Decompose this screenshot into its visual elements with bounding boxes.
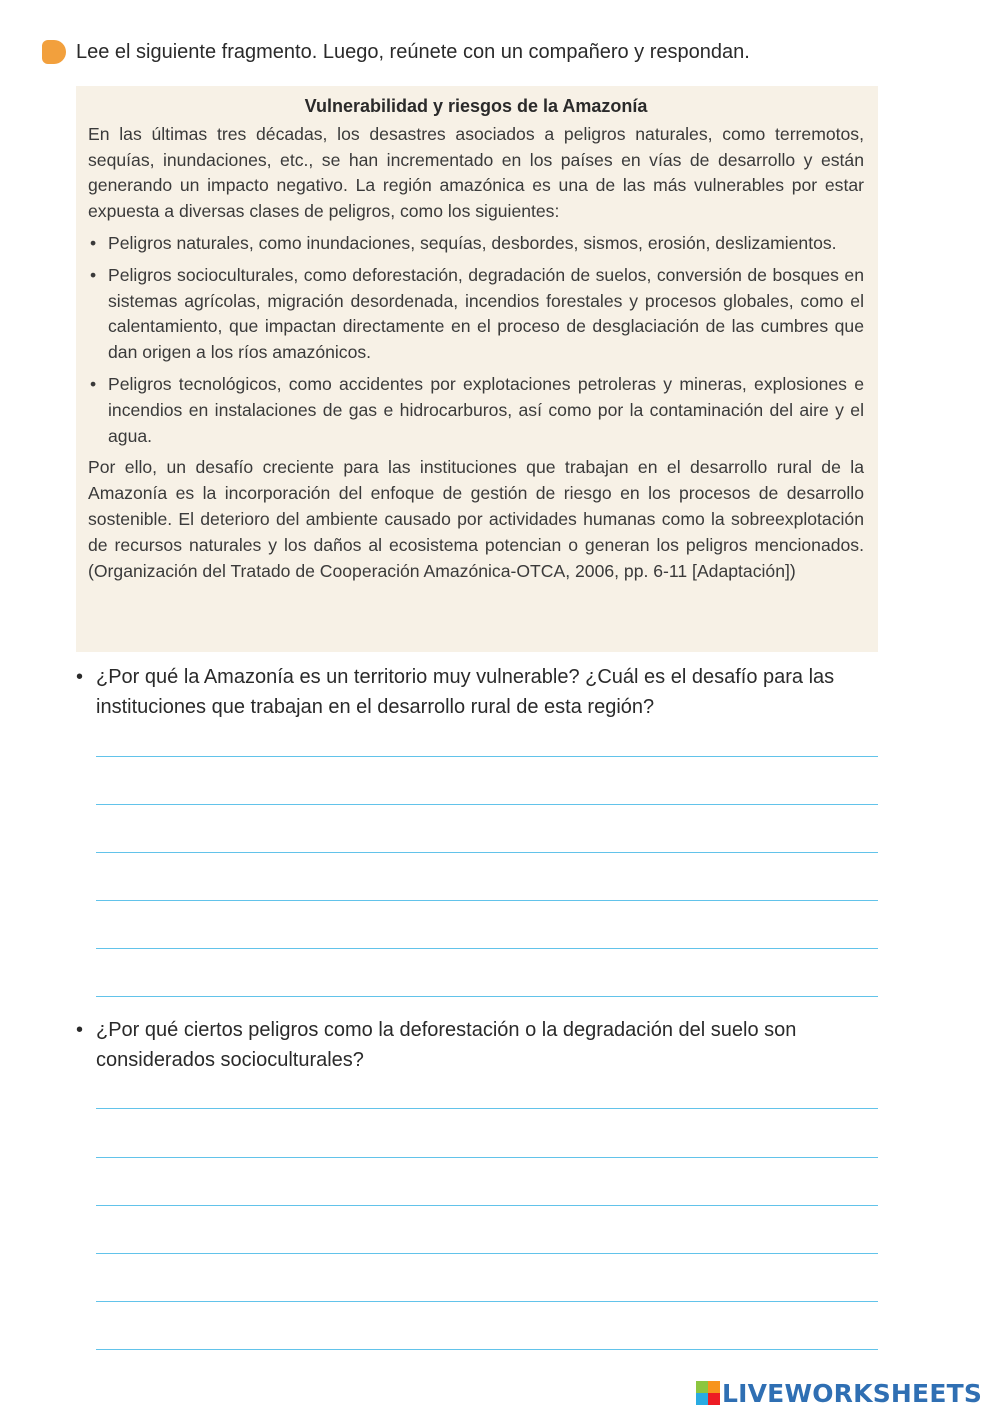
question-2 bbox=[76, 1015, 876, 1075]
answer-line-input[interactable] bbox=[96, 1108, 878, 1109]
instruction bbox=[42, 40, 942, 64]
answer-line-input[interactable] bbox=[96, 948, 878, 949]
answer-line-input[interactable] bbox=[96, 996, 878, 997]
liveworksheets-brand-text: LIVEWORKSHEETS bbox=[722, 1378, 983, 1408]
reading-title: Vulnerabilidad y riesgos de la Amazonía bbox=[304, 96, 648, 116]
answer-line-input[interactable] bbox=[96, 1157, 878, 1158]
instruction-text: Lee el siguiente fragmento. Luego, reúnete con un compañero y respondan. bbox=[76, 40, 750, 63]
reading-intro: En las últimas tres décadas, los desastres asociados a peligros naturales, como terremotos, sequías, inundaciones, etc., se han incrementado en los países en vías de desarrollo y están generando un impacto negativo. La región amazónica es una de las más vulnerables por estar expuesta a diversas clases de peligros, como los siguientes: bbox=[88, 123, 864, 222]
reading-box bbox=[76, 86, 878, 652]
answer-line-input[interactable] bbox=[96, 756, 878, 757]
answer-line-input[interactable] bbox=[96, 1301, 878, 1302]
question-bullet: • bbox=[76, 666, 84, 688]
reading-bullet-item: • Peligros socioculturales, como deforestación, degradación de suelos, conversión de bosques en sistemas agrícolas, migración desordenada, incendios forestales y procesos globales, como el calentamiento, que impactan directamente en el proceso de desglaciación de las cumbres que dan origen a los ríos amazónicos. bbox=[88, 263, 864, 366]
answer-line-input[interactable] bbox=[96, 1205, 878, 1206]
question-1-text: ¿Por qué la Amazonía es un territorio muy vulnerable? ¿Cuál es el desafío para las instituciones que trabajan en el desarrollo rural de esta región? bbox=[96, 666, 835, 718]
question-2-text: ¿Por qué ciertos peligros como la deforestación o la degradación del suelo son considerados socioculturales? bbox=[96, 1019, 797, 1071]
question-1 bbox=[76, 662, 876, 722]
reading-conclusion: Por ello, un desafío creciente para las instituciones que trabajan en el desarrollo rural de la Amazonía es la incorporación del enfoque de gestión de riesgo en los procesos de desarrollo sostenible. El deterioro del ambiente causado por actividades humanas como la sobreexplotación de recursos naturales y los daños al ecosistema potencian o generan los peligros mencionados. (Organización del Tratado de Cooperación Amazónica-OTCA, 2006, pp. 6-11 [Adaptación]) bbox=[88, 457, 864, 581]
liveworksheets-brand[interactable] bbox=[696, 1378, 982, 1408]
question-bullet: • bbox=[76, 1019, 84, 1041]
answer-line-input[interactable] bbox=[96, 804, 878, 805]
orange-marker-icon bbox=[42, 40, 66, 64]
answer-line-input[interactable] bbox=[96, 852, 878, 853]
reading-bullet-list bbox=[88, 231, 864, 449]
liveworksheets-logo-icon bbox=[696, 1381, 720, 1405]
reading-bullet-item: • Peligros tecnológicos, como accidentes por explotaciones petroleras y mineras, explosiones e incendios en instalaciones de gas e hidrocarburos, así como por la contaminación del aire y el agua. bbox=[88, 372, 864, 449]
answer-line-input[interactable] bbox=[96, 900, 878, 901]
reading-bullet-item: • Peligros naturales, como inundaciones, sequías, desbordes, sismos, erosión, deslizamientos. bbox=[88, 231, 864, 257]
answer-line-input[interactable] bbox=[96, 1349, 878, 1350]
answer-line-input[interactable] bbox=[96, 1253, 878, 1254]
